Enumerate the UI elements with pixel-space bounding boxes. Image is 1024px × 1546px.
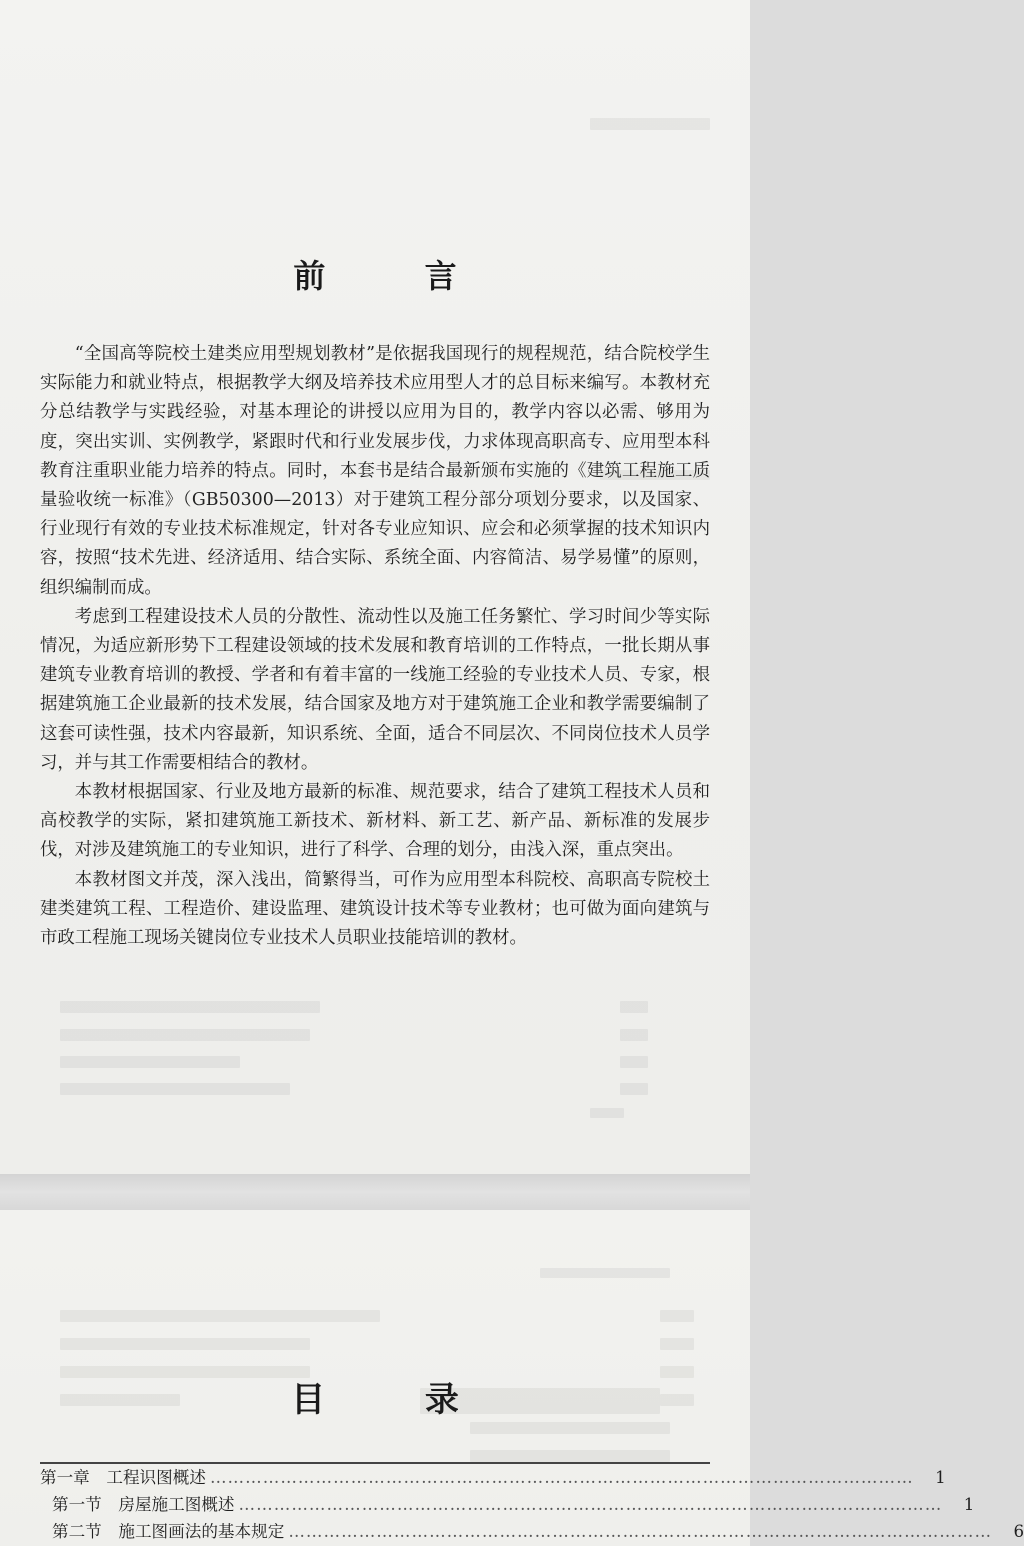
bleed-through-mark [620,1029,648,1041]
bleed-through-mark [60,1029,310,1041]
bleed-through-mark [60,1056,240,1068]
preface-paragraph: “全国高等院校土建类应用型规划教材”是依据我国现行的规程规范，结合院校学生实际能力和就业特点，根据教学大纲及培养技术应用型人才的总目标来编写。本教材充分总结教学与实践经验，对基本理论的讲授以应用为目的，教学内容以必需、够用为度，突出实训、实例教学，紧跟时代和行业发展步伐，力求体现高职高专、应用型本科教育注重职业能力培养的特点。同时，本套书是结合最新颁布实施的《建筑工程施工质量验收统一标准》（GB50300—2013）对于建筑工程分部分项划分要求，以及国家、行业现行有效的专业技术标准规定，针对各专业应知识、应会和必须掌握的技术知识内容，按照“技术先进、经济适用、结合实际、系统全面、内容简洁、易学易懂”的原则，组织编制而成。 [40,344,710,598]
preface-paragraph: 本教材图文并茂，深入浅出，简繁得当，可作为应用型本科院校、高职高专院校土建类建筑工程、工程造价、建设监理、建筑设计技术等专业教材；也可做为面向建筑与市政工程施工现场关键岗位专业技术人员职业技能培训的教材。 [40,869,710,949]
toc-entry-page: 6 [1013,1522,1024,1541]
toc-entry-page: 1 [935,1468,946,1487]
toc-leader-dots: ………………………………………………………………………………………………………… [238,1495,943,1514]
toc-entry-label: 第一节 房屋施工图概述 [52,1495,235,1514]
page-gap [0,1174,750,1210]
toc-leader-dots: ………………………………………………………………………………………………………… [209,1468,914,1487]
toc-title: 目 录 [291,1380,503,1420]
bleed-through-mark [470,1450,670,1462]
bleed-through-mark [620,1083,648,1095]
toc-entry-section-1[interactable] [40,1491,975,1518]
bleed-through-mark [60,1001,320,1013]
preface-title: 前 言 [293,257,501,295]
toc-entry-label: 第一章 工程识图概述 [40,1468,206,1487]
toc-entry-page: 1 [963,1495,975,1514]
bleed-through-mark [660,1310,694,1322]
toc-leader-dots: ………………………………………………………………………………………………………… [288,1522,993,1541]
bleed-through-mark [470,1422,670,1434]
bleed-through-mark [60,1083,290,1095]
bleed-through-mark [620,1001,648,1013]
bleed-through-mark [660,1338,694,1350]
toc-entry-chapter-1[interactable] [40,1464,946,1491]
preface-paragraph: 本教材根据国家、行业及地方最新的标准、规范要求，结合了建筑工程技术人员和高校教学的实际，紧扣建筑施工新技术、新材料、新工艺、新产品、新标准的发展步伐，对涉及建筑施工的专业知识，进行了科学、合理的划分，由浅入深，重点突出。 [40,782,710,861]
preface-paragraph: 考虑到工程建设技术人员的分散性、流动性以及施工任务繁忙、学习时间少等实际情况，为适应新形势下工程建设领域的技术发展和教育培训的工作特点，一批长期从事建筑专业教育培训的教授、学者和有着丰富的一线施工经验的专业技术人员、专家，根据建筑施工企业最新的技术发展，结合国家及地方对于建筑施工企业和教学需要编制了这套可读性强，技术内容最新，知识系统、全面，适合不同层次、不同岗位技术人员学习，并与其工作需要相结合的教材。 [40,606,710,773]
bleed-through-mark [540,1268,670,1278]
bleed-through-mark [60,1310,380,1322]
toc-entry-label: 第二节 施工图画法的基本规定 [52,1522,285,1541]
toc-entry-section-2[interactable] [40,1518,1024,1545]
bleed-through-mark [60,1338,310,1350]
bleed-through-mark [590,1108,624,1118]
toc-list [40,1464,1024,1545]
preface-body [40,340,710,953]
bleed-through-mark [620,1056,648,1068]
bleed-through-mark [590,118,710,130]
